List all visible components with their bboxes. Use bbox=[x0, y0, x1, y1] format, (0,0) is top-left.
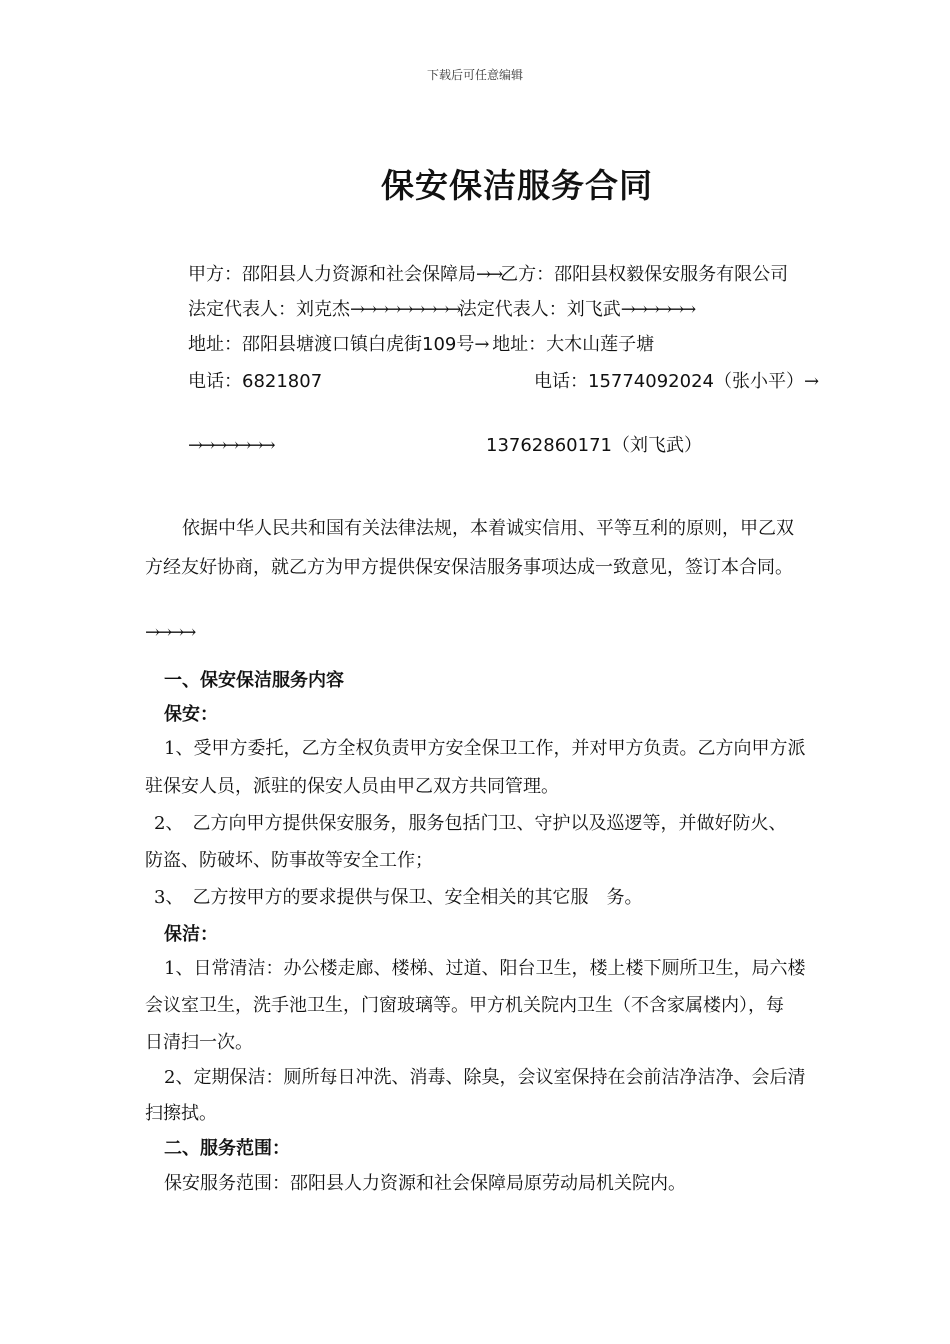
party-a-representative: 法定代表人：刘克杰 bbox=[188, 299, 350, 320]
clause-line: 防盗、防破坏、防事故等安全工作； bbox=[145, 850, 433, 871]
clause-line: 日清扫一次。 bbox=[145, 1032, 253, 1053]
intro-line: 方经友好协商，就乙方为甲方提供保安保洁服务事项达成一致意见，签订本合同。 bbox=[145, 557, 793, 578]
clause-line: 会议室卫生，洗手池卫生，门窗玻璃等。甲方机关院内卫生（不含家属楼内），每 bbox=[145, 995, 784, 1016]
clause-line: 2、 乙方向甲方提供保安服务，服务包括门卫、守护以及巡逻等，并做好防火、 bbox=[154, 813, 787, 834]
tab-arrows: →→ bbox=[476, 264, 501, 285]
party-b-phone bbox=[534, 373, 816, 391]
clause-line: 1、受甲方委托，乙方全权负责甲方安全保卫工作，并对甲方负责。乙方向甲方派 bbox=[164, 738, 806, 759]
subsection-heading: 保洁： bbox=[164, 924, 218, 945]
party-b-representative: 法定代表人：刘飞武 bbox=[458, 299, 621, 320]
clause-line: 扫擦拭。 bbox=[145, 1103, 217, 1124]
tab-arrows: →→→→ bbox=[145, 622, 194, 643]
phone-number: 13762860171 bbox=[486, 435, 612, 456]
party-b-phone-2 bbox=[486, 437, 702, 455]
document-title: 保安保洁服务合同 bbox=[381, 166, 653, 205]
tab-arrow: → bbox=[474, 334, 487, 355]
subsection-heading: 保安： bbox=[164, 704, 218, 725]
phone-label: 电话： bbox=[534, 371, 588, 392]
party-a-name: 甲方：邵阳县人力资源和社会保障局 bbox=[188, 264, 476, 285]
clause-line: 驻保安人员，派驻的保安人员由甲乙双方共同管理。 bbox=[145, 776, 559, 797]
address-number: 109 bbox=[422, 334, 457, 355]
tab-arrows-row bbox=[188, 437, 273, 455]
phone-contact-name: （张小平） bbox=[713, 371, 804, 392]
phone-label: 电话： bbox=[188, 371, 242, 392]
tab-arrows: →→→→→→→ bbox=[188, 435, 273, 456]
section-heading: 二、服务范围： bbox=[164, 1138, 290, 1159]
clause-line: 3、 乙方按甲方的要求提供与保卫、安全相关的其它服 务。 bbox=[154, 887, 643, 908]
clause-line: 保安服务范围：邵阳县人力资源和社会保障局原劳动局机关院内。 bbox=[164, 1173, 686, 1194]
tab-arrows: →→→→→→ bbox=[620, 299, 694, 320]
party-line-2 bbox=[188, 301, 693, 319]
tab-arrows: →→→→→→→→→ bbox=[350, 299, 459, 320]
party-line-1 bbox=[188, 266, 788, 284]
clause-line: 2、定期保洁：厕所每日冲洗、消毒、除臭，会议室保持在会前洁净洁净、会后清 bbox=[164, 1067, 806, 1088]
phone-number: 6821807 bbox=[242, 371, 323, 392]
phone-number: 15774092024 bbox=[588, 371, 714, 392]
tab-arrow: → bbox=[803, 371, 817, 392]
phone-contact-name: （刘飞武） bbox=[611, 435, 702, 456]
party-a-address: 地址：邵阳县塘渡口镇白虎街 bbox=[188, 334, 422, 355]
intro-line: 依据中华人民共和国有关法律法规，本着诚实信用、平等互利的原则，甲乙双 bbox=[182, 518, 794, 539]
party-b-address: 地址：大木山莲子塘 bbox=[492, 334, 655, 355]
party-a-phone bbox=[188, 373, 322, 391]
page-header: 下载后可任意编辑 bbox=[426, 68, 523, 82]
party-b-name: 乙方：邵阳县权毅保安服务有限公司 bbox=[500, 264, 789, 285]
address-suffix: 号 bbox=[456, 334, 475, 355]
section-heading: 一、保安保洁服务内容 bbox=[164, 670, 344, 691]
party-line-3 bbox=[188, 336, 654, 354]
clause-line: 1、日常清洁：办公楼走廊、楼梯、过道、阳台卫生，楼上楼下厕所卫生，局六楼 bbox=[164, 958, 806, 979]
